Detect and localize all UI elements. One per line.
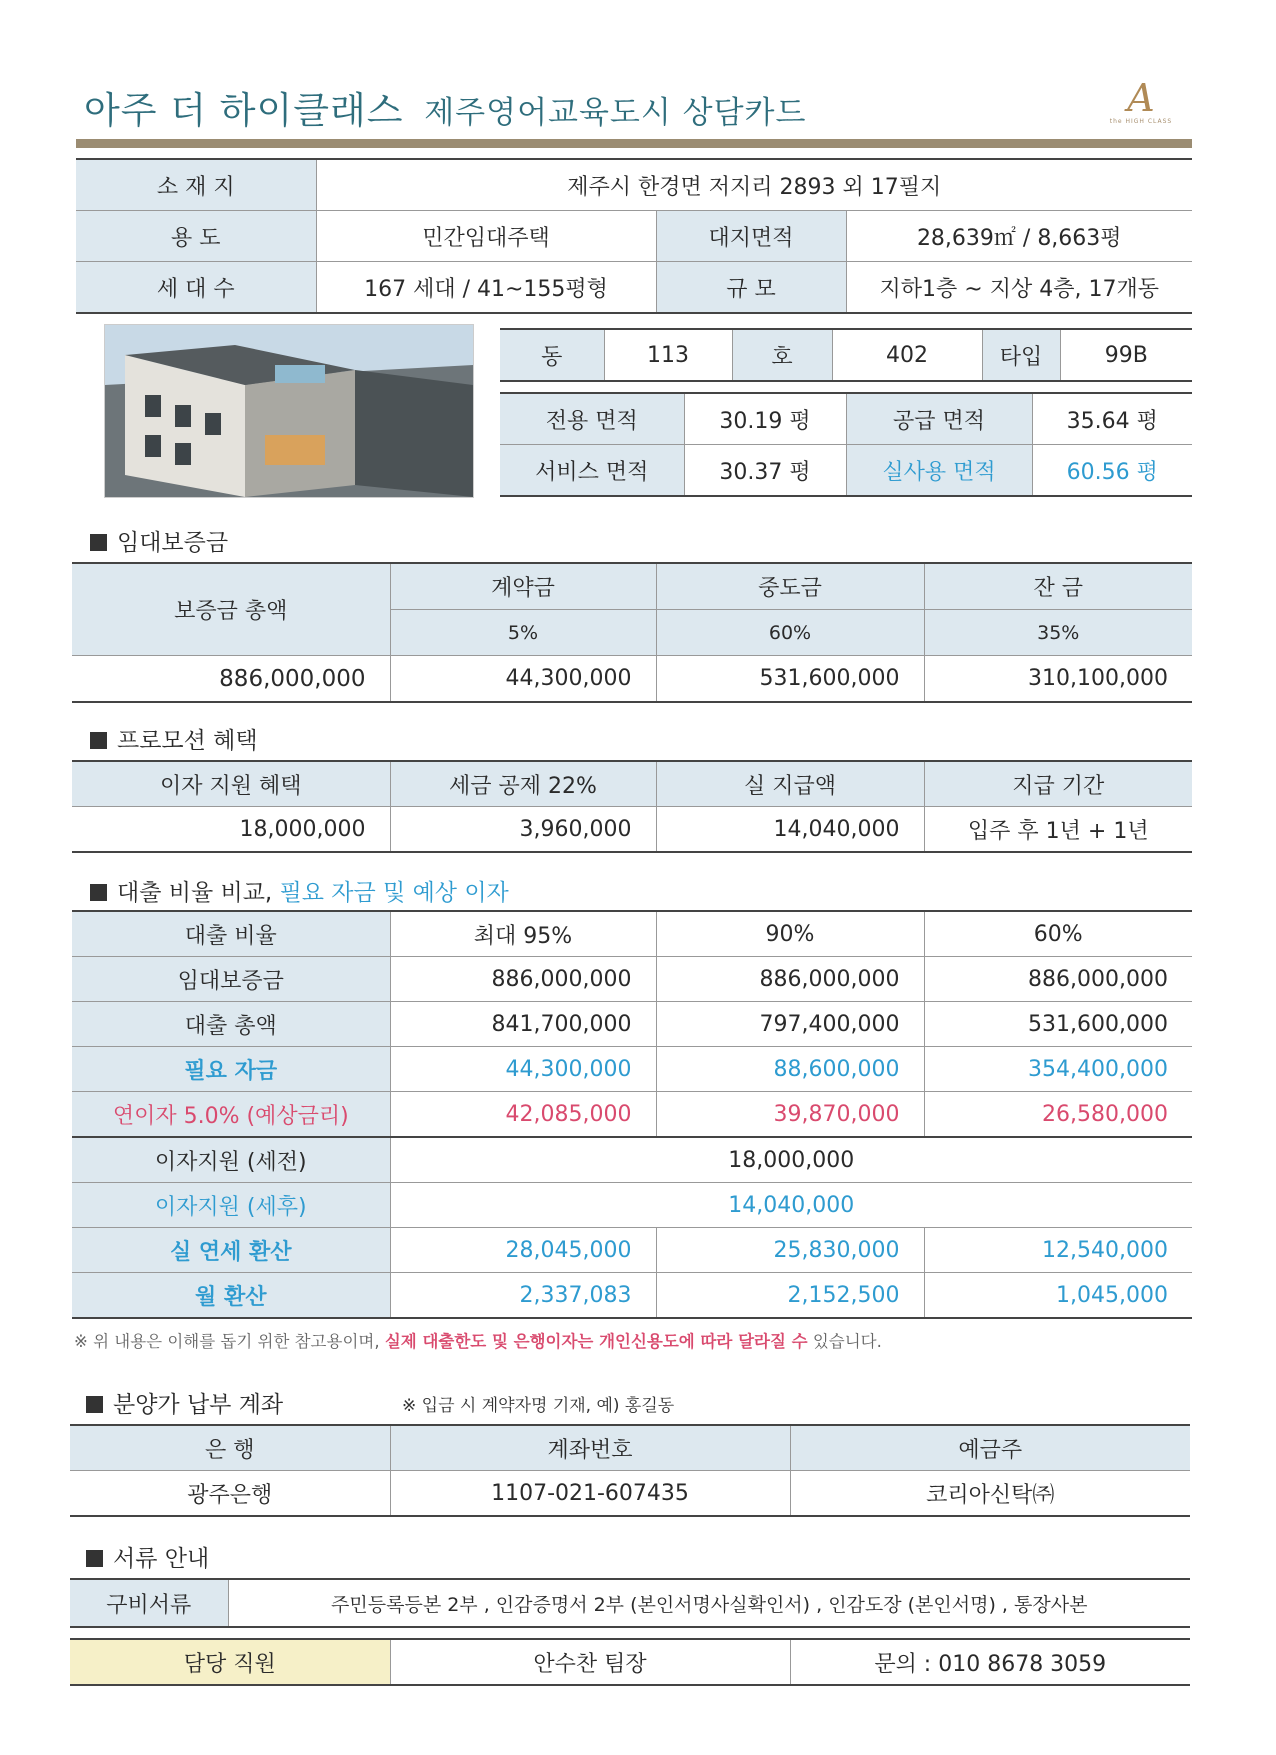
promo-header-3: 지급 기간 <box>924 761 1192 807</box>
need-0: 44,300,000 <box>390 1047 656 1092</box>
service-value: 30.37 평 <box>684 445 846 497</box>
account-number-value: 1107-021-607435 <box>390 1471 790 1517</box>
exclusive-label: 전용 면적 <box>500 393 684 445</box>
promotion-table <box>72 760 1192 853</box>
monthly-1: 2,152,500 <box>656 1273 924 1319</box>
deposit-amount-2: 310,100,000 <box>924 656 1192 703</box>
promo-header-2: 실 지급액 <box>656 761 924 807</box>
deposit-header-0: 계약금 <box>390 563 656 610</box>
loan-deposit-0: 886,000,000 <box>390 957 656 1002</box>
loan-deposit-1: 886,000,000 <box>656 957 924 1002</box>
households-label: 세 대 수 <box>76 262 316 314</box>
account-section-title: 분양가 납부 계좌 <box>86 1386 283 1419</box>
ratio-0: 최대 95% <box>390 911 656 957</box>
loan-row-support-post <box>72 1183 1192 1228</box>
ratio-label: 대출 비율 <box>72 911 390 957</box>
monthly-label: 월 환산 <box>72 1273 390 1319</box>
disclaimer-note: ※ 위 내용은 이해를 돕기 위한 참고용이며, 실제 대출한도 및 은행이자는 개인신용도에 따라 달라질 수 있습니다. <box>74 1332 882 1351</box>
staff-table <box>70 1638 1190 1686</box>
deposit-table <box>72 562 1192 703</box>
type-value: 99B <box>1060 329 1192 381</box>
building-illustration <box>105 325 473 497</box>
account-number-header: 계좌번호 <box>390 1425 790 1471</box>
actual-label: 실사용 면적 <box>846 445 1032 497</box>
annual-label: 실 연세 환산 <box>72 1228 390 1273</box>
documents-section-title: 서류 안내 <box>86 1540 209 1573</box>
loan-row-deposit <box>72 957 1192 1002</box>
title-main: 아주 더 하이클래스 <box>84 89 404 132</box>
documents-table <box>70 1578 1190 1628</box>
use-value: 민간임대주택 <box>316 211 656 262</box>
title-sub: 제주영어교육도시 상담카드 <box>424 95 807 131</box>
deposit-section-title: 임대보증금 <box>90 524 228 557</box>
monthly-2: 1,045,000 <box>924 1273 1192 1319</box>
loan-total-1: 797,400,000 <box>656 1002 924 1047</box>
location-label: 소 재 지 <box>76 159 316 211</box>
building-photo <box>104 324 474 498</box>
unit-id-table <box>500 328 1192 382</box>
need-1: 88,600,000 <box>656 1047 924 1092</box>
loan-row-interest <box>72 1092 1192 1138</box>
land-label: 대지면적 <box>656 211 846 262</box>
loan-table <box>72 910 1192 1319</box>
bank-header: 은 행 <box>70 1425 390 1471</box>
account-holder-header: 예금주 <box>790 1425 1190 1471</box>
use-label: 용 도 <box>76 211 316 262</box>
promo-value-3: 입주 후 1년 + 1년 <box>924 807 1192 853</box>
scale-value: 지하1층 ~ 지상 4층, 17개동 <box>846 262 1192 314</box>
overview-table <box>76 158 1192 314</box>
bank-value: 광주은행 <box>187 1482 273 1508</box>
support-post-value: 14,040,000 <box>390 1183 1192 1228</box>
deposit-total-value: 886,000,000 <box>219 665 366 692</box>
account-table <box>70 1424 1190 1517</box>
need-2: 354,400,000 <box>924 1047 1192 1092</box>
deposit-amount-0: 44,300,000 <box>390 656 656 703</box>
deposit-header-2: 잔 금 <box>924 563 1192 610</box>
brand-logo <box>1108 78 1174 125</box>
interest-2: 26,580,000 <box>924 1092 1192 1138</box>
households-value: 167 세대 / 41~155평형 <box>316 262 656 314</box>
scale-label: 규 모 <box>656 262 846 314</box>
exclusive-value: 30.19 평 <box>684 393 846 445</box>
dong-label: 동 <box>500 329 604 381</box>
loan-deposit-2: 886,000,000 <box>924 957 1192 1002</box>
deposit-amount-1: 531,600,000 <box>656 656 924 703</box>
support-post-label: 이자지원 (세후) <box>72 1183 390 1228</box>
loan-total-0: 841,700,000 <box>390 1002 656 1047</box>
documents-label: 구비서류 <box>70 1579 228 1627</box>
deposit-row-label: 임대보증금 <box>72 957 390 1002</box>
section-bullet-icon <box>86 1396 103 1413</box>
annual-0: 28,045,000 <box>390 1228 656 1273</box>
page-title <box>84 80 806 134</box>
section-bullet-icon <box>90 732 107 749</box>
ratio-2: 60% <box>924 911 1192 957</box>
section-bullet-icon <box>90 534 107 551</box>
promo-header-0: 이자 지원 혜택 <box>72 761 390 807</box>
deposit-header-1: 중도금 <box>656 563 924 610</box>
loan-total-label: 대출 총액 <box>72 1002 390 1047</box>
deposit-total-label: 보증금 총액 <box>72 563 390 656</box>
supply-label: 공급 면적 <box>846 393 1032 445</box>
loan-section-title: 대출 비율 비교, 필요 자금 및 예상 이자 <box>90 874 509 907</box>
interest-0: 42,085,000 <box>390 1092 656 1138</box>
documents-value: 주민등록등본 2부 , 인감증명서 2부 (본인서명사실확인서) , 인감도장 (본인서명) , 통장사본 <box>228 1579 1190 1627</box>
loan-row-ratio <box>72 911 1192 957</box>
dong-value: 113 <box>604 329 732 381</box>
ho-value: 402 <box>832 329 982 381</box>
promo-value-1: 3,960,000 <box>390 807 656 853</box>
support-pre-label: 이자지원 (세전) <box>72 1137 390 1183</box>
supply-value: 35.64 평 <box>1032 393 1192 445</box>
need-label: 필요 자금 <box>72 1047 390 1092</box>
section-bullet-icon <box>86 1550 103 1567</box>
type-label: 타입 <box>982 329 1060 381</box>
disclaimer-highlight: 실제 대출한도 및 은행이자는 개인신용도에 따라 달라질 수 <box>384 1332 808 1351</box>
staff-name: 안수찬 팀장 <box>390 1639 790 1685</box>
actual-value: 60.56 평 <box>1032 445 1192 497</box>
section-bullet-icon <box>90 884 107 901</box>
monthly-0: 2,337,083 <box>390 1273 656 1319</box>
account-holder-value: 코리아신탁㈜ <box>790 1471 1190 1517</box>
interest-1: 39,870,000 <box>656 1092 924 1138</box>
header-divider <box>76 139 1192 148</box>
ratio-1: 90% <box>656 911 924 957</box>
support-pre-value: 18,000,000 <box>390 1137 1192 1183</box>
loan-row-support-pre <box>72 1137 1192 1183</box>
promotion-section-title: 프로모션 혜택 <box>90 722 258 755</box>
interest-label: 연이자 5.0% (예상금리) <box>72 1092 390 1138</box>
annual-1: 25,830,000 <box>656 1228 924 1273</box>
promo-value-2: 14,040,000 <box>656 807 924 853</box>
staff-label: 담당 직원 <box>70 1639 390 1685</box>
location-value: 제주시 한경면 저지리 2893 외 17필지 <box>316 159 1192 211</box>
deposit-percent-1: 60% <box>656 610 924 656</box>
promo-value-0: 18,000,000 <box>239 816 366 842</box>
logo-letter: A <box>1127 76 1155 120</box>
unit-area-table <box>500 392 1192 497</box>
loan-row-annual <box>72 1228 1192 1273</box>
service-label: 서비스 면적 <box>500 445 684 497</box>
promo-header-1: 세금 공제 22% <box>390 761 656 807</box>
loan-row-total <box>72 1002 1192 1047</box>
loan-total-2: 531,600,000 <box>924 1002 1192 1047</box>
account-remark: ※ 입금 시 계약자명 기재, 예) 홍길동 <box>402 1396 675 1416</box>
ho-label: 호 <box>732 329 832 381</box>
loan-section-title-accent: 필요 자금 및 예상 이자 <box>279 880 509 906</box>
staff-contact: 문의 : 010 8678 3059 <box>790 1639 1190 1685</box>
annual-2: 12,540,000 <box>924 1228 1192 1273</box>
loan-row-monthly <box>72 1273 1192 1319</box>
deposit-percent-0: 5% <box>390 610 656 656</box>
logo-text: the HIGH CLASS <box>1109 118 1173 125</box>
loan-row-need <box>72 1047 1192 1092</box>
land-value: 28,639㎡ / 8,663평 <box>846 211 1192 262</box>
deposit-percent-2: 35% <box>924 610 1192 656</box>
